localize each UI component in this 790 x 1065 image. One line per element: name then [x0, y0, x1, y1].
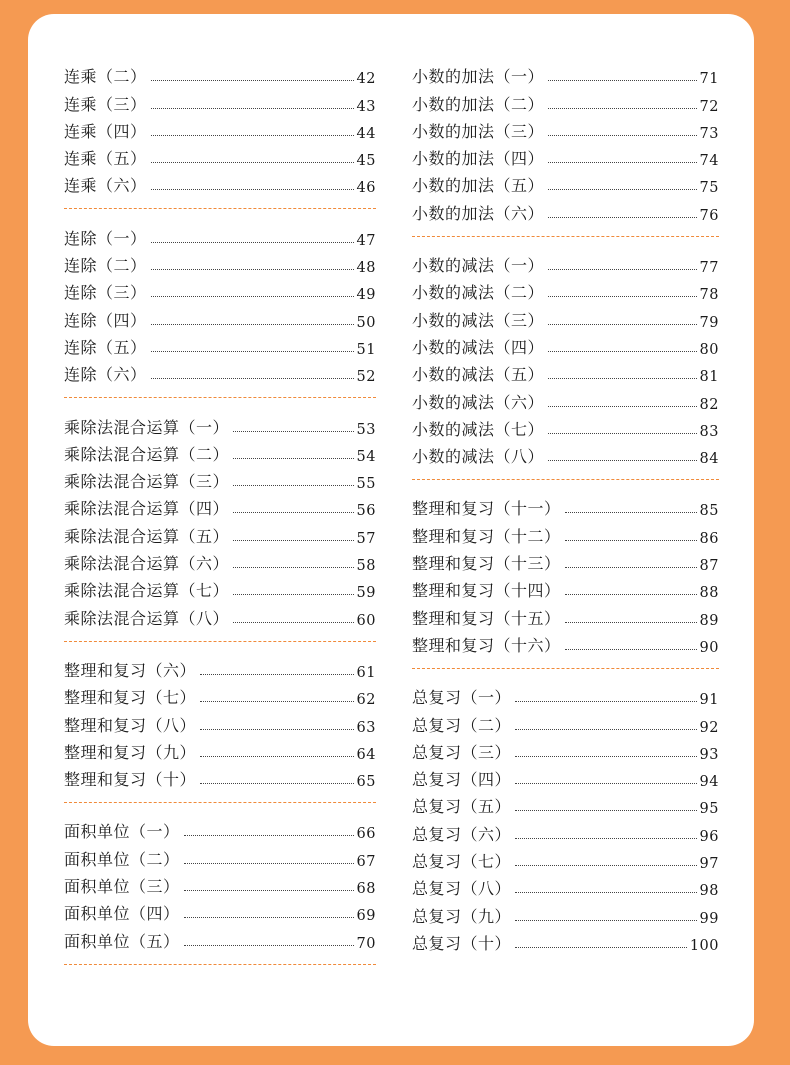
toc-entry-page: 86	[699, 530, 719, 547]
toc-entry[interactable]	[64, 842, 376, 869]
toc-entry-page: 90	[699, 639, 719, 656]
toc-entry-title: 连除（六）	[64, 365, 147, 385]
toc-page	[28, 14, 754, 1046]
section-divider	[412, 236, 719, 237]
toc-entry[interactable]	[412, 845, 719, 872]
toc-entry[interactable]	[412, 899, 719, 926]
dot-leader	[515, 729, 697, 730]
toc-entry-title: 乘除法混合运算（七）	[64, 581, 230, 601]
toc-entry[interactable]	[64, 736, 376, 763]
toc-entry[interactable]	[412, 87, 719, 114]
toc-entry-title: 乘除法混合运算（三）	[64, 472, 230, 492]
toc-entry-page: 98	[699, 883, 719, 900]
toc-entry-page: 81	[699, 369, 719, 386]
dot-leader	[515, 838, 697, 839]
dot-leader	[548, 80, 697, 81]
toc-entry-page: 45	[356, 153, 376, 170]
toc-entry[interactable]	[64, 870, 376, 897]
toc-entry-title: 总复习（十）	[412, 933, 512, 953]
toc-entry-title: 整理和复习（十）	[64, 770, 197, 790]
toc-entry-page: 95	[699, 801, 719, 818]
toc-entry-title: 连乘（五）	[64, 149, 147, 169]
toc-entry-title: 小数的减法（七）	[412, 419, 545, 439]
dot-leader	[565, 512, 697, 513]
toc-entry[interactable]	[64, 249, 376, 276]
dot-leader	[233, 540, 354, 541]
toc-entry[interactable]	[412, 249, 719, 276]
toc-entry-page: 75	[699, 180, 719, 197]
dot-leader	[200, 783, 354, 784]
dot-leader	[548, 296, 697, 297]
dot-leader	[233, 622, 354, 623]
dot-leader	[548, 351, 697, 352]
toc-entry[interactable]	[412, 115, 719, 142]
toc-entry[interactable]	[64, 601, 376, 628]
dot-leader	[151, 135, 354, 136]
toc-entry-page: 64	[356, 746, 376, 763]
toc-entry[interactable]	[64, 815, 376, 842]
toc-group	[412, 492, 719, 656]
toc-entry-page: 80	[699, 341, 719, 358]
toc-entry-page: 66	[356, 826, 376, 843]
toc-entry[interactable]	[412, 276, 719, 303]
dot-leader	[515, 701, 697, 702]
toc-entry-title: 小数的加法（三）	[412, 121, 545, 141]
dot-leader	[184, 945, 354, 946]
dot-leader	[151, 108, 354, 109]
dot-leader	[200, 674, 354, 675]
toc-entry-title: 整理和复习（十二）	[412, 526, 561, 546]
toc-entry[interactable]	[64, 519, 376, 546]
dot-leader	[515, 756, 697, 757]
toc-entry-page: 74	[699, 153, 719, 170]
toc-entry-page: 88	[699, 585, 719, 602]
dot-leader	[233, 485, 354, 486]
toc-entry[interactable]	[64, 574, 376, 601]
section-divider	[412, 479, 719, 480]
toc-entry-page: 51	[356, 341, 376, 358]
toc-entry-title: 小数的加法（五）	[412, 176, 545, 196]
dot-leader	[151, 269, 354, 270]
dot-leader	[233, 567, 354, 568]
dot-leader	[233, 458, 354, 459]
toc-entry-page: 63	[356, 719, 376, 736]
toc-entry-title: 整理和复习（六）	[64, 660, 197, 680]
section-divider	[64, 964, 376, 965]
toc-entry-page: 94	[699, 774, 719, 791]
dot-leader	[233, 431, 354, 432]
toc-entry[interactable]	[412, 547, 719, 574]
toc-entry-page: 67	[356, 853, 376, 870]
dot-leader	[548, 162, 697, 163]
toc-entry-title: 小数的加法（一）	[412, 67, 545, 87]
dot-leader	[515, 920, 697, 921]
dot-leader	[565, 540, 697, 541]
toc-entry-title: 连除（五）	[64, 337, 147, 357]
dot-leader	[548, 406, 697, 407]
dot-leader	[548, 189, 697, 190]
toc-entry-title: 小数的减法（八）	[412, 447, 545, 467]
toc-entry[interactable]	[64, 547, 376, 574]
toc-entry[interactable]	[412, 519, 719, 546]
toc-entry[interactable]	[64, 303, 376, 330]
toc-group	[64, 654, 376, 790]
toc-entry-title: 连乘（六）	[64, 176, 147, 196]
toc-entry-title: 乘除法混合运算（五）	[64, 526, 230, 546]
toc-entry-page: 97	[699, 856, 719, 873]
toc-entry-page: 58	[356, 558, 376, 575]
toc-entry-page: 46	[356, 180, 376, 197]
toc-entry[interactable]	[64, 465, 376, 492]
toc-entry[interactable]	[412, 872, 719, 899]
toc-entry-title: 小数的减法（一）	[412, 256, 545, 276]
toc-entry-page: 72	[699, 98, 719, 115]
toc-entry-page: 99	[699, 910, 719, 927]
toc-entry[interactable]	[64, 221, 376, 248]
toc-entry-page: 52	[356, 369, 376, 386]
toc-entry-page: 59	[356, 585, 376, 602]
toc-entry-title: 连乘（四）	[64, 121, 147, 141]
section-divider	[64, 397, 376, 398]
dot-leader	[565, 594, 697, 595]
toc-entry-page: 91	[699, 692, 719, 709]
toc-entry-page: 76	[699, 207, 719, 224]
toc-entry-title: 整理和复习（十一）	[412, 499, 561, 519]
toc-entry-page: 71	[699, 71, 719, 88]
dot-leader	[151, 189, 354, 190]
toc-entry-page: 57	[356, 530, 376, 547]
toc-entry-title: 总复习（四）	[412, 770, 512, 790]
toc-entry-title: 总复习（九）	[412, 906, 512, 926]
toc-entry-page: 70	[356, 935, 376, 952]
dot-leader	[151, 324, 354, 325]
toc-entry-title: 连乘（三）	[64, 94, 147, 114]
toc-entry-title: 小数的减法（二）	[412, 283, 545, 303]
toc-entry-title: 整理和复习（十六）	[412, 635, 561, 655]
toc-entry-title: 总复习（六）	[412, 824, 512, 844]
toc-entry[interactable]	[412, 790, 719, 817]
toc-entry[interactable]	[64, 142, 376, 169]
toc-group	[64, 221, 376, 385]
toc-entry[interactable]	[412, 169, 719, 196]
toc-entry[interactable]	[64, 331, 376, 358]
toc-entry[interactable]	[412, 60, 719, 87]
section-divider	[64, 208, 376, 209]
dot-leader	[548, 135, 697, 136]
toc-entry[interactable]	[412, 681, 719, 708]
toc-entry-title: 连除（二）	[64, 256, 147, 276]
toc-entry-title: 面积单位（四）	[64, 904, 180, 924]
toc-group	[64, 410, 376, 628]
toc-entry-title: 整理和复习（十三）	[412, 554, 561, 574]
dot-leader	[565, 567, 697, 568]
dot-leader	[515, 947, 687, 948]
toc-entry-page: 79	[699, 314, 719, 331]
toc-entry[interactable]	[412, 492, 719, 519]
toc-entry-page: 83	[699, 423, 719, 440]
dot-leader	[548, 108, 697, 109]
toc-entry[interactable]	[64, 708, 376, 735]
toc-entry-title: 小数的加法（四）	[412, 149, 545, 169]
toc-entry[interactable]	[412, 927, 719, 954]
dot-leader	[565, 649, 697, 650]
toc-entry-page: 96	[699, 828, 719, 845]
toc-group	[412, 249, 719, 467]
toc-entry[interactable]	[412, 763, 719, 790]
toc-entry-title: 面积单位（三）	[64, 877, 180, 897]
toc-entry-title: 整理和复习（九）	[64, 742, 197, 762]
toc-entry-page: 42	[356, 71, 376, 88]
dot-leader	[233, 512, 354, 513]
dot-leader	[151, 296, 354, 297]
toc-entry[interactable]	[64, 60, 376, 87]
dot-leader	[515, 865, 697, 866]
toc-entry-title: 乘除法混合运算（二）	[64, 444, 230, 464]
toc-entry-page: 73	[699, 125, 719, 142]
toc-entry-page: 65	[356, 774, 376, 791]
dot-leader	[151, 351, 354, 352]
toc-entry-page: 78	[699, 287, 719, 304]
toc-entry-page: 68	[356, 881, 376, 898]
toc-entry-title: 乘除法混合运算（四）	[64, 499, 230, 519]
toc-entry-page: 100	[689, 937, 719, 954]
dot-leader	[200, 701, 354, 702]
toc-entry-page: 89	[699, 612, 719, 629]
dot-leader	[515, 783, 697, 784]
toc-entry[interactable]	[412, 708, 719, 735]
toc-entry-title: 小数的减法（三）	[412, 310, 545, 330]
toc-entry-title: 小数的减法（六）	[412, 392, 545, 412]
toc-entry-title: 总复习（八）	[412, 879, 512, 899]
toc-entry-title: 连除（四）	[64, 310, 147, 330]
toc-entry[interactable]	[64, 276, 376, 303]
dot-leader	[565, 622, 697, 623]
toc-entry-page: 44	[356, 125, 376, 142]
toc-entry-title: 小数的加法（六）	[412, 203, 545, 223]
dot-leader	[548, 217, 697, 218]
toc-entry[interactable]	[412, 196, 719, 223]
dot-leader	[548, 433, 697, 434]
dot-leader	[184, 917, 354, 918]
toc-entry-title: 连除（一）	[64, 228, 147, 248]
toc-entry[interactable]	[412, 413, 719, 440]
toc-entry-page: 61	[356, 664, 376, 681]
toc-group	[64, 815, 376, 951]
dot-leader	[548, 460, 697, 461]
dot-leader	[184, 863, 354, 864]
toc-entry-title: 乘除法混合运算（八）	[64, 608, 230, 628]
toc-entry-title: 整理和复习（十四）	[412, 581, 561, 601]
toc-entry[interactable]	[64, 681, 376, 708]
toc-entry[interactable]	[412, 440, 719, 467]
toc-entry-title: 总复习（三）	[412, 742, 512, 762]
toc-entry[interactable]	[412, 303, 719, 330]
toc-entry[interactable]	[412, 574, 719, 601]
toc-entry-page: 55	[356, 476, 376, 493]
toc-entry-title: 整理和复习（七）	[64, 688, 197, 708]
dot-leader	[200, 756, 354, 757]
toc-entry-title: 总复习（二）	[412, 715, 512, 735]
toc-group	[64, 60, 376, 196]
toc-entry-page: 69	[356, 908, 376, 925]
toc-entry-page: 43	[356, 98, 376, 115]
dot-leader	[184, 835, 354, 836]
toc-entry[interactable]	[64, 410, 376, 437]
toc-entry-page: 56	[356, 503, 376, 520]
toc-group	[412, 60, 719, 224]
section-divider	[64, 641, 376, 642]
toc-column-left	[64, 60, 376, 977]
dot-leader	[151, 80, 354, 81]
dot-leader	[151, 242, 354, 243]
section-divider	[64, 802, 376, 803]
toc-entry-title: 面积单位（五）	[64, 931, 180, 951]
toc-entry-title: 乘除法混合运算（六）	[64, 554, 230, 574]
toc-entry-page: 82	[699, 396, 719, 413]
toc-entry-page: 50	[356, 314, 376, 331]
toc-entry-title: 面积单位（二）	[64, 849, 180, 869]
toc-entry-title: 小数的加法（二）	[412, 94, 545, 114]
toc-entry[interactable]	[412, 142, 719, 169]
toc-entry[interactable]	[64, 492, 376, 519]
toc-entry[interactable]	[64, 763, 376, 790]
toc-entry-page: 92	[699, 719, 719, 736]
toc-column-right	[412, 60, 719, 954]
toc-entry-title: 连除（三）	[64, 283, 147, 303]
toc-entry[interactable]	[412, 736, 719, 763]
toc-entry[interactable]	[64, 924, 376, 951]
dot-leader	[200, 729, 354, 730]
toc-entry-title: 连乘（二）	[64, 67, 147, 87]
toc-entry-title: 乘除法混合运算（一）	[64, 417, 230, 437]
dot-leader	[515, 810, 697, 811]
dot-leader	[548, 269, 697, 270]
toc-entry-title: 小数的减法（四）	[412, 337, 545, 357]
dot-leader	[233, 594, 354, 595]
toc-entry-page: 60	[356, 612, 376, 629]
toc-entry-page: 53	[356, 421, 376, 438]
toc-entry-page: 87	[699, 558, 719, 575]
toc-entry-page: 62	[356, 692, 376, 709]
section-divider	[412, 668, 719, 669]
toc-entry[interactable]	[412, 629, 719, 656]
toc-entry-page: 54	[356, 448, 376, 465]
toc-entry-title: 总复习（一）	[412, 688, 512, 708]
toc-entry-page: 48	[356, 260, 376, 277]
toc-entry[interactable]	[412, 385, 719, 412]
toc-entry-title: 总复习（五）	[412, 797, 512, 817]
toc-entry-title: 总复习（七）	[412, 852, 512, 872]
toc-entry[interactable]	[412, 817, 719, 844]
toc-group	[412, 681, 719, 954]
toc-entry[interactable]	[64, 897, 376, 924]
toc-entry-title: 整理和复习（八）	[64, 715, 197, 735]
toc-entry[interactable]	[64, 358, 376, 385]
toc-entry-page: 93	[699, 746, 719, 763]
dot-leader	[548, 324, 697, 325]
toc-entry[interactable]	[412, 601, 719, 628]
toc-entry[interactable]	[64, 654, 376, 681]
toc-entry[interactable]	[64, 87, 376, 114]
dot-leader	[151, 162, 354, 163]
toc-entry-page: 49	[356, 287, 376, 304]
toc-entry[interactable]	[412, 331, 719, 358]
toc-entry[interactable]	[64, 169, 376, 196]
toc-entry-title: 面积单位（一）	[64, 822, 180, 842]
toc-entry-page: 77	[699, 260, 719, 277]
toc-entry[interactable]	[412, 358, 719, 385]
dot-leader	[151, 378, 354, 379]
toc-entry-page: 84	[699, 451, 719, 468]
dot-leader	[184, 890, 354, 891]
toc-entry-page: 47	[356, 232, 376, 249]
toc-entry-page: 85	[699, 503, 719, 520]
toc-entry[interactable]	[64, 115, 376, 142]
toc-entry-title: 整理和复习（十五）	[412, 608, 561, 628]
dot-leader	[548, 378, 697, 379]
toc-entry[interactable]	[64, 438, 376, 465]
dot-leader	[515, 892, 697, 893]
toc-entry-title: 小数的减法（五）	[412, 365, 545, 385]
